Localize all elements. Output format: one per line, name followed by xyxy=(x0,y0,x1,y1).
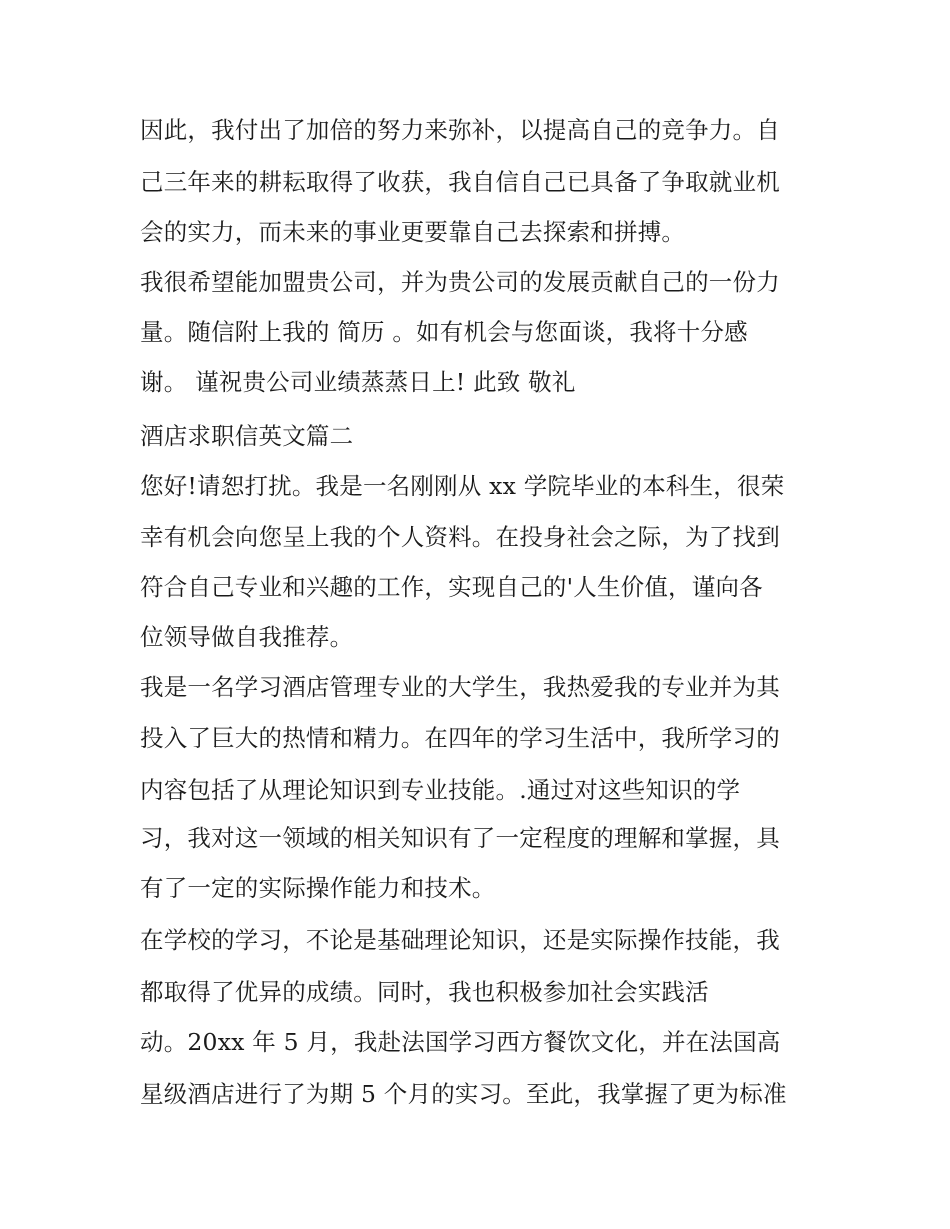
text-line: 量。随信附上我的 简历 。如有机会与您面谈，我将十分感 xyxy=(140,318,748,346)
text-line: 己三年来的耕耘取得了收获，我自信自己已具备了争取就业机 xyxy=(140,168,780,196)
text-line: 您好!请恕打扰。我是一名刚刚从 xx 学院毕业的本科生，很荣 xyxy=(140,472,785,500)
text-line: 位领导做自我推荐。 xyxy=(140,623,354,651)
text-line: 在学校的学习，不论是基础理论知识，还是实际操作技能，我 xyxy=(140,926,780,954)
text-line: 符合自己专业和兴趣的工作，实现自己的'人生价值，谨向各 xyxy=(140,573,763,601)
text-line: 都取得了优异的成绩。同时，我也积极参加社会实践活 xyxy=(140,978,709,1006)
text-line: 因此，我付出了加倍的努力来弥补，以提高自己的竞争力。自 xyxy=(140,116,780,144)
text-line: 幸有机会向您呈上我的个人资料。在投身社会之际，为了找到 xyxy=(140,523,780,551)
text-line: 会的实力，而未来的事业更要靠自己去探索和拼搏。 xyxy=(140,218,686,246)
text-line: 谢。 谨祝贵公司业绩蒸蒸日上! 此致 敬礼 xyxy=(140,368,576,396)
text-line: 我很希望能加盟贵公司，并为贵公司的发展贡献自己的一份力 xyxy=(140,268,780,296)
text-line: 有了一定的实际操作能力和技术。 xyxy=(140,874,496,902)
text-line: 习，我对这一领域的相关知识有了一定程度的理解和掌握，具 xyxy=(140,824,780,852)
text-line: 投入了巨大的热情和精力。在四年的学习生活中，我所学习的 xyxy=(140,724,780,752)
text-line: 内容包括了从理论知识到专业技能。.通过对这些知识的学 xyxy=(140,776,741,804)
section-heading: 酒店求职信英文篇二 xyxy=(140,422,354,450)
text-line: 我是一名学习酒店管理专业的大学生，我热爱我的专业并为其 xyxy=(140,673,780,701)
text-line: 动。20xx 年 5 月，我赴法国学习西方餐饮文化，并在法国高 xyxy=(140,1028,781,1056)
text-line: 星级酒店进行了为期 5 个月的实习。至此，我掌握了更为标准 xyxy=(140,1080,787,1108)
